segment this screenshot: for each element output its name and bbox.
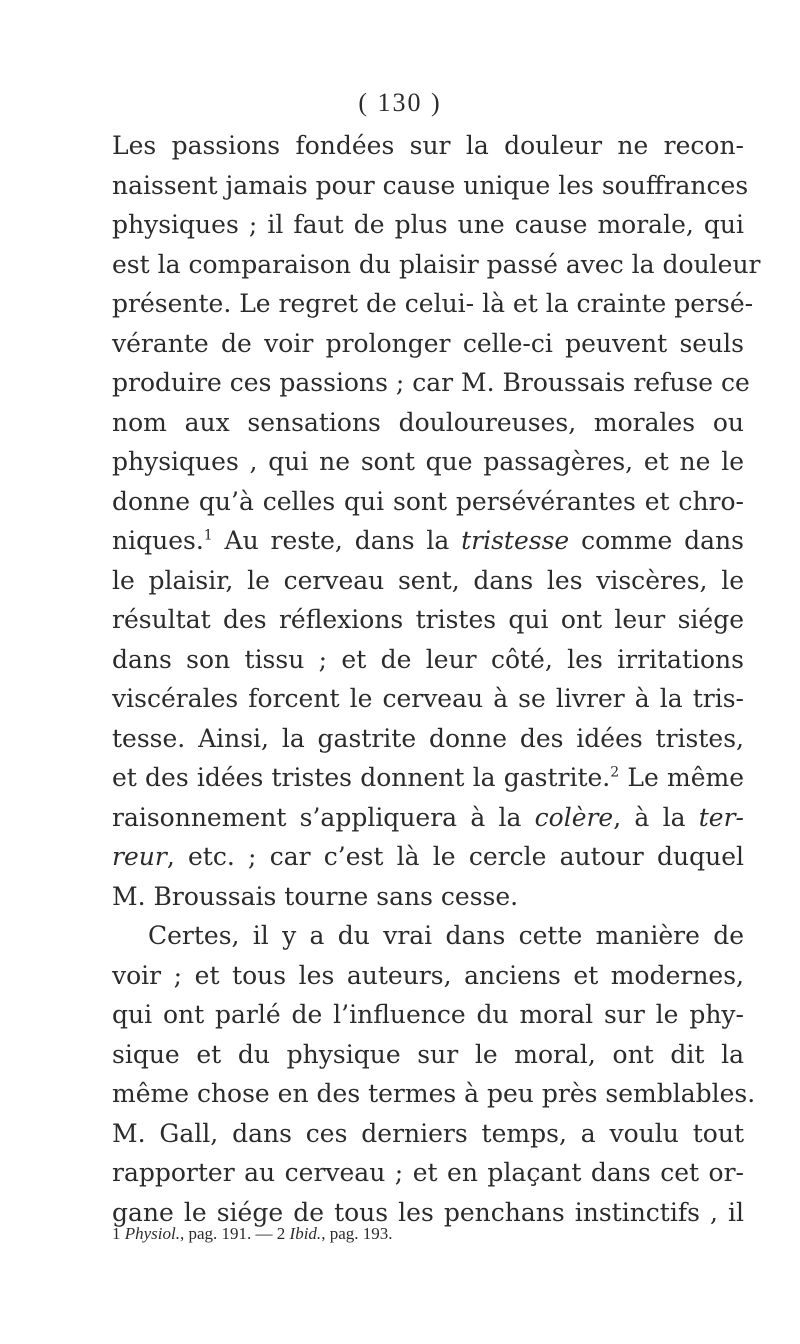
text-line bbox=[112, 679, 744, 719]
text-line bbox=[112, 719, 744, 759]
text-line bbox=[112, 245, 761, 285]
text-segment: niques. bbox=[112, 526, 204, 555]
text-line bbox=[112, 126, 744, 166]
text-segment: sique et du physique sur le moral, ont dit la bbox=[112, 1039, 744, 1069]
text-segment: donne qu’à celles qui sont persévérantes et chro- bbox=[112, 486, 744, 516]
text-segment: nom aux sensations douloureuses, morales ou bbox=[112, 407, 744, 437]
footnote-text: , pag. 193. bbox=[321, 1224, 393, 1243]
text-segment: et des idées tristes donnent la gastrite. bbox=[112, 763, 611, 792]
text-segment: , à la bbox=[613, 802, 699, 832]
text-segment: Les passions fondées sur la douleur ne recon- bbox=[112, 131, 744, 160]
text-line bbox=[112, 956, 744, 996]
text-segment: voir ; et tous les auteurs, anciens et modernes, bbox=[112, 960, 744, 990]
text-line bbox=[112, 166, 749, 206]
text-line bbox=[112, 877, 744, 917]
text-line bbox=[112, 324, 744, 364]
text-segment: tesse. Ainsi, la gastrite donne des idées tristes, bbox=[112, 723, 744, 753]
text-line bbox=[112, 284, 754, 324]
text-line bbox=[112, 482, 744, 522]
text-segment: dans son tissu ; et de leur côté, les irritations bbox=[112, 644, 744, 674]
footnote-ref: 1 bbox=[203, 527, 213, 544]
footnote-source: Ibid. bbox=[289, 1224, 322, 1243]
italic-text: reur bbox=[112, 842, 167, 871]
text-segment: vérante de voir prolonger celle-ci peuvent seuls bbox=[112, 328, 744, 358]
text-segment: raisonnement s’appliquera à la bbox=[112, 802, 535, 832]
text-segment: Le même bbox=[619, 763, 744, 792]
footnote-text: , pag. 191. — 2 bbox=[180, 1224, 290, 1243]
text-segment: produire ces passions ; car M. Broussais refuse ce bbox=[112, 368, 750, 397]
text-segment: rapporter au cerveau ; et en plaçant dans cet or- bbox=[112, 1158, 744, 1187]
page-number: ( 130 ) bbox=[358, 88, 442, 117]
text-segment: qui ont parlé de l’influence du moral sur le phy- bbox=[112, 1000, 744, 1029]
footnote-ref: 2 bbox=[610, 764, 620, 781]
text-segment: M. Broussais tourne sans cesse. bbox=[112, 881, 519, 911]
text-line bbox=[112, 837, 744, 877]
text-segment: physiques ; il faut de plus une cause morale, qui bbox=[112, 210, 744, 239]
text-line bbox=[112, 1074, 756, 1114]
text-line bbox=[112, 798, 744, 838]
text-segment: , etc. ; car c’est là le cercle autour duquel bbox=[166, 842, 744, 871]
text-line bbox=[112, 995, 744, 1035]
text-segment: résultat des réflexions tristes qui ont leur siége bbox=[112, 605, 744, 634]
text-line bbox=[112, 403, 744, 443]
text-line bbox=[112, 561, 744, 601]
text-line bbox=[112, 521, 744, 561]
text-segment: physiques , qui ne sont que passagères, et ne le bbox=[112, 447, 744, 476]
text-segment: comme dans bbox=[569, 526, 744, 555]
footnotes bbox=[112, 1224, 752, 1244]
italic-text: colère bbox=[534, 802, 614, 832]
text-line bbox=[112, 640, 744, 680]
text-segment: M. Gall, dans ces derniers temps, a voulu tout bbox=[112, 1118, 744, 1148]
text-segment: viscérales forcent le cerveau à se livrer à la tris- bbox=[112, 684, 744, 713]
italic-text: tristesse bbox=[461, 526, 570, 555]
footnote-source: Physiol. bbox=[124, 1224, 180, 1243]
text-line bbox=[112, 205, 744, 245]
text-segment: Certes, il y a du vrai dans cette manière de bbox=[148, 921, 744, 950]
text-segment: est la comparaison du plaisir passé avec la douleur bbox=[112, 249, 761, 279]
text-line bbox=[112, 916, 744, 956]
text-line bbox=[112, 600, 744, 640]
body-text bbox=[112, 126, 761, 1232]
italic-text: ter- bbox=[698, 802, 745, 832]
text-segment: gane le siége de tous les penchans instinctifs , il bbox=[112, 1197, 744, 1227]
text-line bbox=[112, 363, 750, 403]
text-segment: le plaisir, le cerveau sent, dans les viscères, le bbox=[112, 565, 744, 595]
text-line bbox=[112, 442, 744, 482]
text-line bbox=[112, 1035, 744, 1075]
text-line bbox=[112, 758, 744, 798]
text-line bbox=[112, 1114, 744, 1154]
text-segment: Au reste, dans la bbox=[212, 526, 462, 555]
footnote-text: 1 bbox=[112, 1224, 125, 1243]
text-segment: naissent jamais pour cause unique les souffrances bbox=[112, 170, 749, 200]
text-segment: présente. Le regret de celui- là et la crainte persé- bbox=[112, 289, 754, 318]
text-segment: même chose en des termes à peu près semblables. bbox=[112, 1079, 756, 1108]
text-line bbox=[112, 1153, 744, 1193]
